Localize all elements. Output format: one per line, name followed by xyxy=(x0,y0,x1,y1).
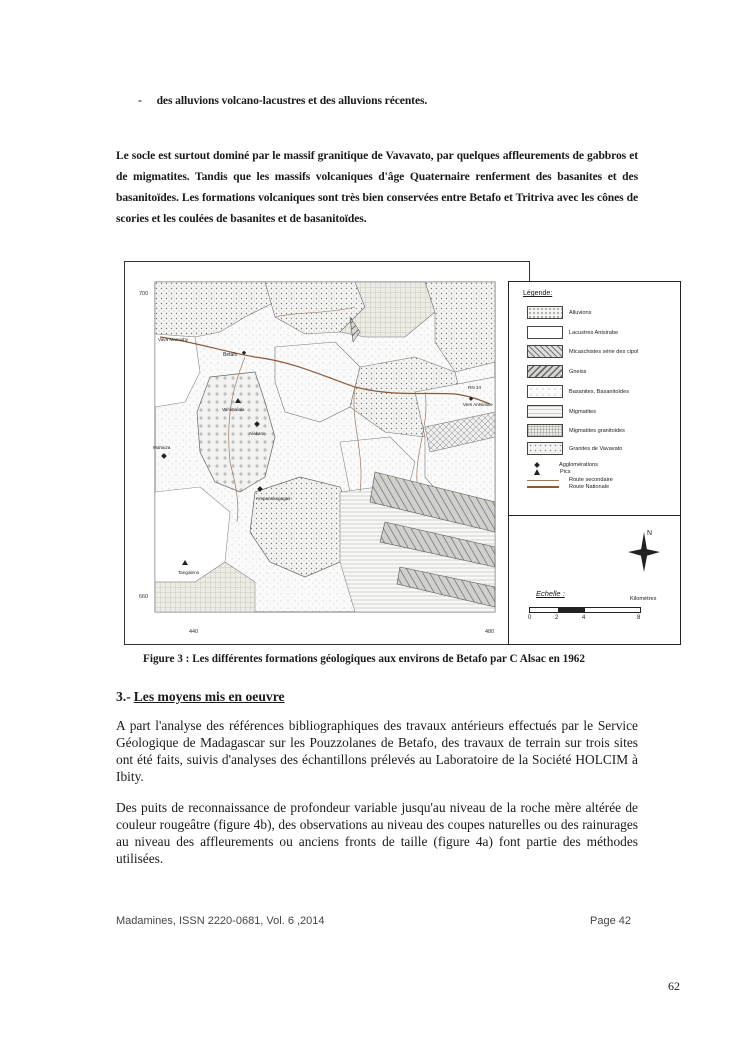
place-vers-antsirabe: Vers Antsirabe xyxy=(463,402,493,407)
section-number: 3.- xyxy=(116,689,131,704)
legend-item-alluvions: Alluvions xyxy=(527,306,591,319)
footer-journal: Madamines, ISSN 2220-0681, Vol. 6 ,2014 xyxy=(116,915,325,927)
legend-item-micaschistes: Micaschistes série des cipol xyxy=(527,345,638,358)
legend-swatch xyxy=(527,424,563,437)
axis-label-700: 700 xyxy=(139,291,149,297)
scale-tick-4: 4 xyxy=(582,615,586,621)
intro-bullet xyxy=(138,90,638,111)
place-vava: Vava Mamiahy xyxy=(158,337,189,342)
legend-swatch xyxy=(527,345,563,358)
bullet-text: des alluvions volcano-lacustres et des alluvions récentes. xyxy=(156,94,428,107)
legend-swatch xyxy=(527,365,563,378)
scale-unit: Kilomètres xyxy=(630,596,657,602)
place-tangaleno: Tangaleno xyxy=(178,570,200,575)
scale-title: Echelle : xyxy=(536,589,565,598)
place-betafo: Betafo xyxy=(223,352,238,358)
legend-swatch xyxy=(527,385,563,398)
geological-map xyxy=(124,261,530,645)
section-title: Les moyens mis en oeuvre xyxy=(133,689,285,704)
section-heading xyxy=(116,689,285,705)
legend-item-basanites: Basanites, Basanitoïdes xyxy=(527,385,629,398)
footer-page: Page 42 xyxy=(590,915,631,927)
bullet-dash: - xyxy=(138,94,142,107)
map-drawing xyxy=(125,262,532,644)
legend-swatch xyxy=(527,306,563,319)
legend-item-migmatites-granitoides: Migmatites granitoides xyxy=(527,424,625,437)
paragraph-methods: A part l'analyse des références bibliographiques des travaux antérieurs effectués par le Service Géologique de Madagascar sur les Pouzzolanes de Betafo, des travaux de terrain sur trois sites ont été faits, suivis d'analyses des échantillons prélevés au Laboratoire de la Société HOLCIM à Ibity. xyxy=(116,718,638,784)
legend-symbol-route-secondaire: Route secondaire xyxy=(527,477,613,483)
scale-tick-8: 8 xyxy=(637,615,641,621)
legend-swatch xyxy=(527,405,563,418)
axis-label-660: 660 xyxy=(139,594,149,600)
scale-tick-2: 2 xyxy=(555,615,559,621)
map-legend xyxy=(508,281,681,517)
north-arrow-icon xyxy=(624,526,664,574)
legend-symbol-pics: Pics xyxy=(534,469,571,475)
place-mahaiza: Mahaiza xyxy=(153,445,171,450)
line-thin-icon xyxy=(527,480,559,481)
line-thick-icon xyxy=(527,486,559,488)
figure-caption: Figure 3 : Les différentes formations géologiques aux environs de Betafo par C Alsac en 1962 xyxy=(143,653,585,665)
legend-item-migmatites: Migmatites xyxy=(527,405,596,418)
paragraph-pits: Des puits de reconnaissance de profondeur variable jusqu'au niveau de la roche mère altérée de couleur rougeâtre (figure 4b), des observations au niveau des coupes naturelles ou des rainurages au niveau des affleurements ou anciens fronts de taille (figure 4a) font partie des méthodes utilisées. xyxy=(116,800,638,866)
north-label: N xyxy=(647,530,653,537)
legend-item-lacustres: Lacustres Antsirabe xyxy=(527,326,618,339)
page-number: 62 xyxy=(668,979,680,993)
diamond-icon xyxy=(534,462,540,468)
triangle-icon xyxy=(534,469,540,475)
legend-swatch xyxy=(527,326,563,339)
legend-item-gneiss: Gneiss xyxy=(527,365,586,378)
legend-swatch xyxy=(527,442,563,455)
axis-label-440: 440 xyxy=(189,629,199,635)
legend-title: Légende: xyxy=(523,290,553,297)
legend-symbol-route-nationale: Route Nationale xyxy=(527,484,609,490)
place-ampanokagagas: Ampanokagagas xyxy=(256,496,291,501)
scale-tick-0: 0 xyxy=(528,615,532,621)
place-rn34: RN 34 xyxy=(468,385,482,390)
axis-label-480: 480 xyxy=(485,629,495,635)
north-scale-box xyxy=(508,515,681,645)
scale-bar xyxy=(529,607,641,613)
legend-item-granites: Granites de Vavavato xyxy=(527,442,622,455)
place-vohimalala: Vohimalala xyxy=(222,407,245,412)
paragraph-geology: Le socle est surtout dominé par le massif granitique de Vavavato, par quelques affleurements de gabbros et de migmatites. Tandis que les massifs volcaniques d'âge Quaternaire renferment des basanites et des basanitoïdes. Les formations volcaniques sont très bien conservées entre Betafo et Tritriva avec les cônes de scories et les coulées de basanites et de basanitoïdes. xyxy=(116,149,638,225)
place-alakara: Alakara xyxy=(249,431,265,436)
legend-symbol-agglomerations: Agglomérations xyxy=(535,462,598,468)
